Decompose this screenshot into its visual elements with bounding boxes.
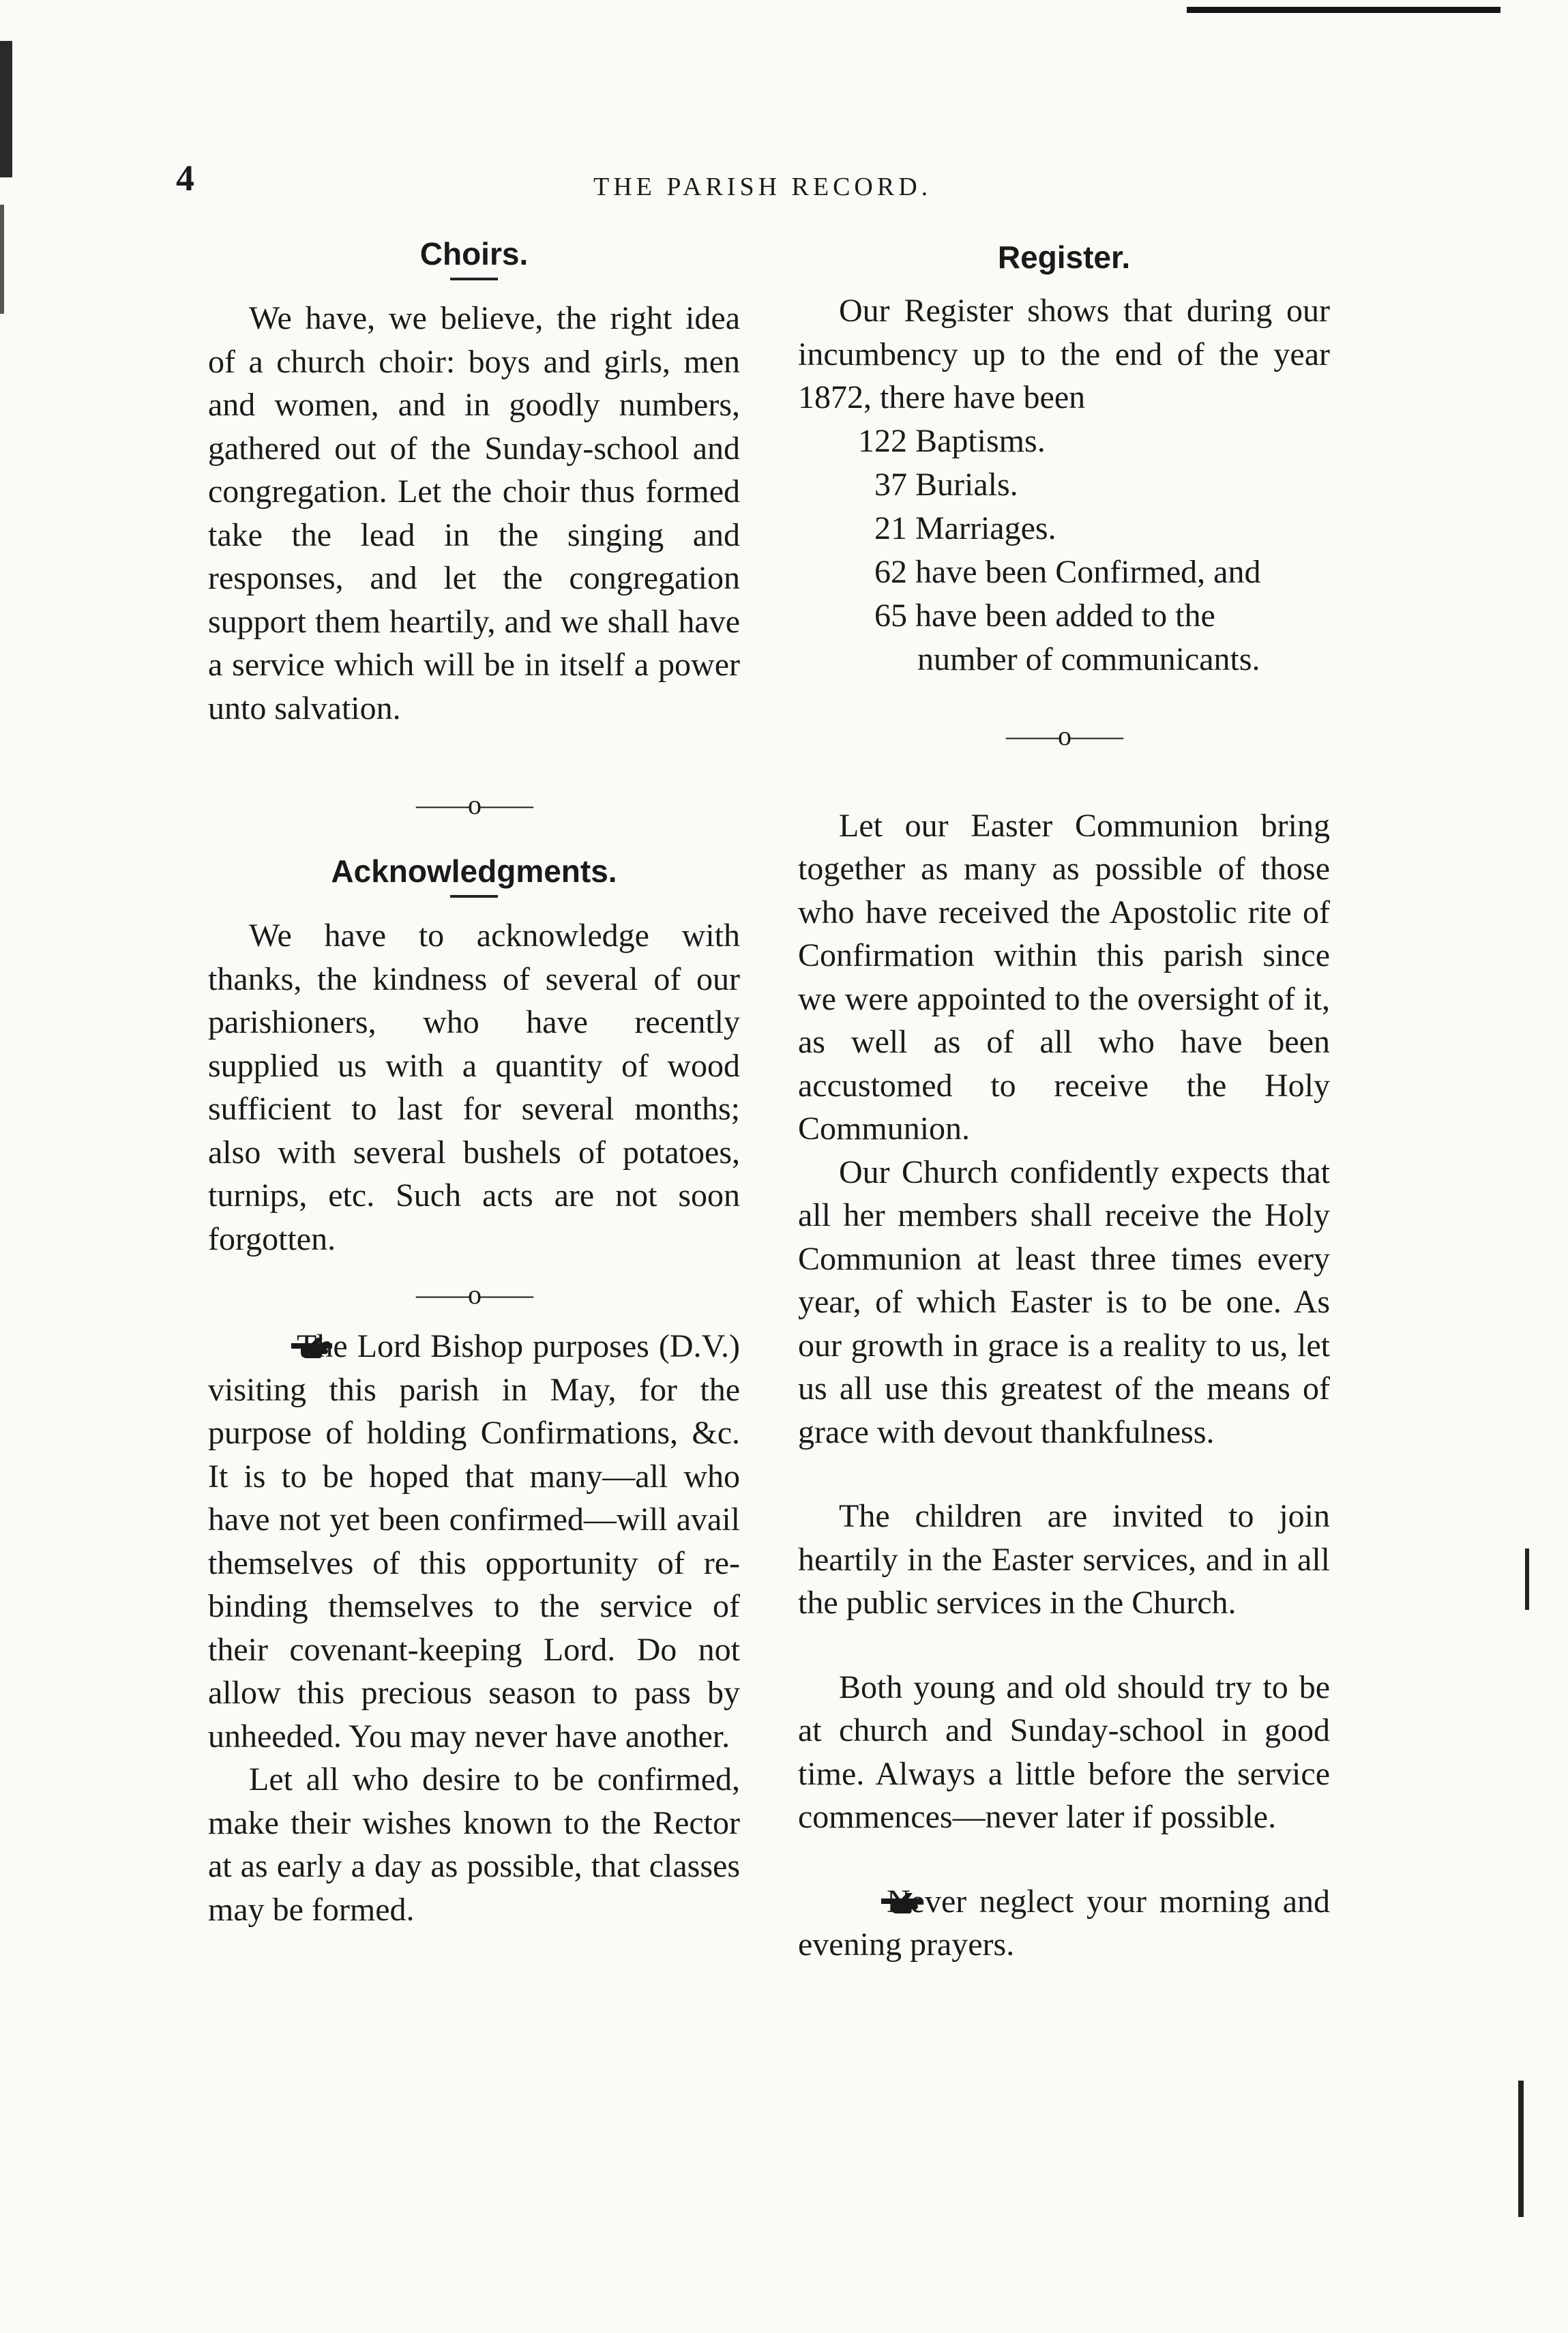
right-column [798,239,1330,1967]
page-edge-shadow [0,205,4,314]
acknowledgments-paragraph: We have to acknowledge with thanks, the kindness of several of our parishioners, who have recently supplied us with a quantity of wood sufficient to last for several months; also with several bushels of potatoes, turnips, etc. Such acts are not soon forgotten. [208,918,740,1257]
never-notice [798,1880,1330,1967]
register-item [798,463,1330,507]
register-label: have been Confirmed, and [915,553,1261,590]
acknowledgments-heading: Acknowledgments. [331,853,617,889]
margin-mark [1518,2081,1524,2217]
never-notice-text: Never neglect your morning and evening prayers. [798,1883,1330,1963]
easter-paragraph-2: Our Church confidently expects that all her members shall receive the Holy Communion at least three times every year, of which Easter is to be one. As our growth in grace is a reality to us, let us all use this greatest of the means of grace with devout thankfulness. [798,1154,1330,1450]
top-rule [1187,7,1500,13]
pointing-hand-icon [839,1883,881,1907]
spacer [798,1625,1330,1666]
running-head: THE PARISH RECORD. [593,173,932,201]
register-list [798,420,1330,638]
register-count: 21 [874,510,907,546]
register-item [798,551,1330,594]
register-item [798,420,1330,463]
register-item [798,507,1330,551]
easter-paragraph-1: Let our Easter Communion bring together as many as possible of those who have received the Apostolic rite of Confirmation within this parish since we were appointed to the oversight of it, as well as of all who have been accustomed to receive the Holy Communion. [798,807,1330,1147]
heading-dash [450,278,498,280]
both-paragraph: Both young and old should try to be at church and Sunday-school in good time. Always a little before the service commences—never later if possible. [798,1669,1330,1835]
page-number: 4 [176,158,194,199]
register-label: Burials. [915,466,1018,503]
register-count: 62 [874,553,907,590]
choirs-paragraph: We have, we believe, the right idea of a church choir: boys and girls, men and women, and in goodly numbers, gathered out of the Sunday-school and congregation. Let the choir thus formed take the lead in the singing and responses, and let the congregation support them heartily, and we shall have a service which will be in itself a power unto salvation. [208,300,740,727]
separator: ——o—— [416,1279,532,1310]
register-label: have been added to the [915,597,1215,634]
register-heading: Register. [997,239,1131,275]
register-label: Baptisms. [915,422,1046,459]
spacer [798,1454,1330,1495]
register-count: 65 [874,597,907,634]
separator: ——o—— [416,789,532,820]
page-edge-shadow [0,41,12,177]
register-intro: Our Register shows that during our incumbency up to the end of the year 1872, there have been [798,293,1330,415]
register-label: Marriages. [915,510,1056,546]
separator: ——o—— [1006,720,1122,751]
bishop-notice-text: The Lord Bishop purposes (D.V.) visiting this parish in May, for the purpose of holding Confirmations, &c. It is to be hoped that many—all who have not yet been confirmed—will avail themselves of this opportunity of re-binding themselves to the service of their covenant-keeping Lord. Do not allow this precious season to pass by unheeded. You may never have another. [208,1328,740,1755]
register-count: 37 [874,466,907,503]
choirs-heading: Choirs. [419,236,529,272]
confirm-notice: Let all who desire to be confirmed, make their wishes known to the Rector at as early a day as possible, that classes may be formed. [208,1761,740,1928]
register-continuation: number of communicants. [917,641,1260,677]
children-paragraph: The children are invited to join heartily in the Easter services, and in all the public services in the Church. [798,1498,1330,1621]
register-count: 122 [858,422,907,459]
margin-mark [1525,1549,1529,1610]
bishop-notice [208,1325,740,1758]
spacer [798,1839,1330,1880]
register-item [798,594,1330,638]
left-column [208,235,740,1931]
heading-dash [450,895,498,898]
pointing-hand-icon [249,1327,291,1352]
